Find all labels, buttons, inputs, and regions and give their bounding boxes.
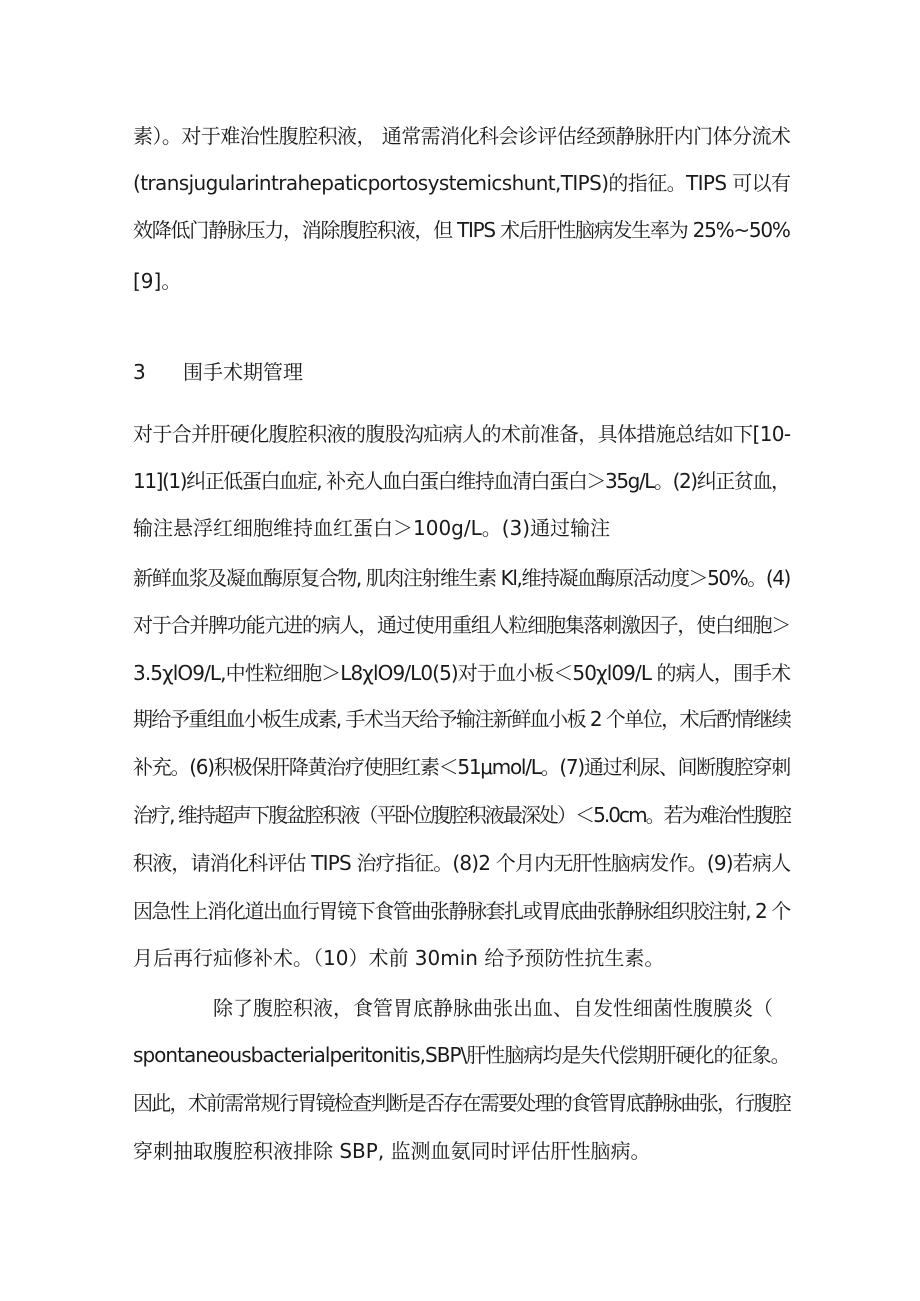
paragraph-2-line: 输注悬浮红细胞维持血红蛋白＞100g/L。(3)通过输注 <box>133 516 611 540</box>
paragraph-2-line: 月后再行疝修补术。（10）术前 30min 给予预防性抗生素。 <box>133 946 665 970</box>
paragraph-2-line: 积液，请消化科评估 TIPS 治疗指征。(8)2 个月内无肝性脑病发作。(9)若病人 <box>133 851 791 875</box>
paragraph-2-line: 对于合并脾功能亢进的病人，通过使用重组人粒细胞集落刺激因子，使白细胞＞ <box>133 613 790 637</box>
paragraph-3-line: spontaneousbacterialperitonitis,SBP\肝性脑病均是失代偿期肝硬化的征象。 <box>133 1043 790 1067</box>
paragraph-3-line: 因此，术前需常规行胃镜检查判断是否存在需要处理的食管胃底静脉曲张，行腹腔 <box>133 1091 790 1115</box>
paragraph-1-line: 素）。对于难治性腹腔积液， 通常需消化科会诊评估经颈静脉肝内门体分流术 <box>133 124 791 148</box>
paragraph-3-line: 除了腹腔积液，食管胃底静脉曲张出血、自发性细菌性腹膜炎（ <box>213 996 773 1020</box>
paragraph-2-line: 对于合并肝硬化腹腔积液的腹股沟疝病人的术前准备，具体措施总结如下[10- <box>133 422 791 446</box>
paragraph-2-line: 期给予重组血小板生成素, 手术当天给予输注新鲜血小板 2 个单位，术后酌情继续 <box>133 707 791 731</box>
paragraph-2-line: 因急性上消化道出血行胃镜下食管曲张静脉套扎或胃底曲张静脉组织胶注射, 2 个 <box>133 899 790 923</box>
paragraph-3-line: 穿刺抽取腹腔积液排除 SBP, 监测血氨同时评估肝性脑病。 <box>133 1139 651 1163</box>
section-title: 围手术期管理 <box>183 360 303 384</box>
paragraph-2-line: 新鲜血浆及凝血酶原复合物, 肌肉注射维生素 Kl,维持凝血酶原活动度＞50%。(4) <box>133 566 790 590</box>
paragraph-1-line: (transjugularintrahepaticportosystemicshunt,TIPS)的指征。TIPS 可以有 <box>133 171 791 195</box>
paragraph-1-line: [9]。 <box>133 269 182 293</box>
paragraph-2-line: 治疗, 维持超声下腹盆腔积液（平卧位腹腔积液最深处）＜5.0cm。若为难治性腹腔 <box>133 803 790 827</box>
section-number: 3 <box>133 360 146 384</box>
paragraph-1-line: 效降低门静脉压力，消除腹腔积液，但 TIPS 术后肝性脑病发生率为 25%~50% <box>133 218 790 242</box>
paragraph-2-line: 补充。(6)积极保肝降黄治疗使胆红素＜51μmol/L。(7)通过利尿、间断腹腔穿刺 <box>133 755 790 779</box>
paragraph-2-line: 11](1)纠正低蛋白血症, 补充人血白蛋白维持血清白蛋白＞35g/L。(2)纠正贫血， <box>133 469 790 493</box>
paragraph-2-line: 3.5χlO9/L,中性粒细胞＞L8χlO9/L0(5)对于血小板＜50χl09/L 的病人，围手术 <box>133 661 791 685</box>
